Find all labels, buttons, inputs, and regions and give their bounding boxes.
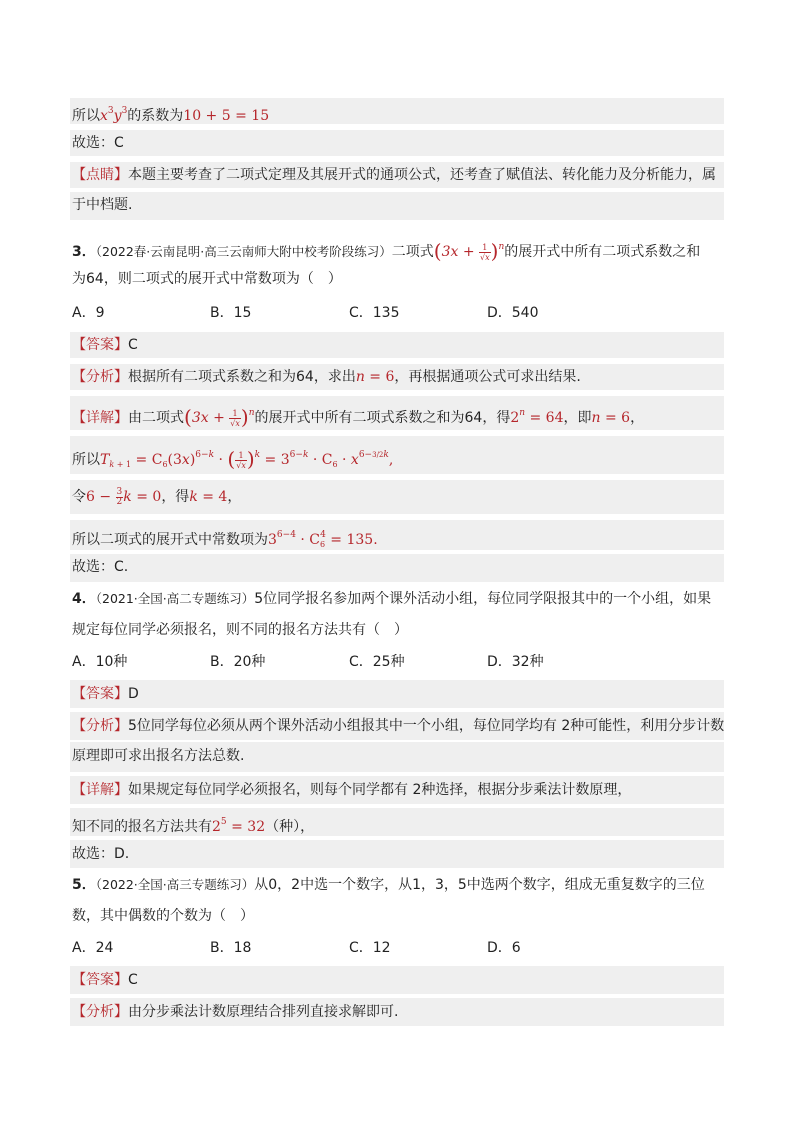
point-tag: 【点睛】 bbox=[72, 167, 128, 183]
option-c[interactable]: C．25种 bbox=[349, 654, 405, 670]
q4-stem-line-2 bbox=[70, 617, 724, 643]
option-d[interactable]: D．6 bbox=[487, 940, 521, 956]
q5-analysis bbox=[70, 998, 724, 1026]
q3-analysis bbox=[70, 364, 724, 390]
q2-coefficient-line bbox=[70, 98, 724, 124]
q3-detail-line-1 bbox=[70, 396, 724, 430]
q3-stem-line-2 bbox=[70, 266, 724, 292]
question-source: （2022春·云南昆明·高三云南师大附中校考阶段练习） bbox=[95, 244, 392, 259]
text: 由二项式 bbox=[128, 410, 184, 426]
analysis-tag: 【分析】 bbox=[72, 718, 128, 734]
answer-value: C bbox=[128, 337, 138, 353]
q4-detail-line-1 bbox=[70, 776, 724, 804]
math-n-eq-6: n = 6 bbox=[355, 369, 395, 385]
point-text: 于中档题. bbox=[72, 197, 133, 213]
option-c[interactable]: C．12 bbox=[349, 940, 391, 956]
choice-text: 故选：C bbox=[72, 135, 124, 151]
q4-stem-line-1 bbox=[70, 586, 724, 612]
text: 所以二项式的展开式中常数项为 bbox=[72, 532, 268, 548]
q3-options bbox=[70, 300, 724, 326]
question-source: （2021·全国·高二专题练习） bbox=[95, 591, 255, 606]
constant-value: 135 bbox=[346, 532, 374, 548]
math-exponent-eq: 6 − $\frac{3}{2}$ k = 0 bbox=[86, 486, 162, 507]
text: 由分步乘法计数原理结合排列直接求解即可. bbox=[128, 1004, 399, 1020]
q3-stem-line-1 bbox=[70, 234, 724, 263]
text: 数，其中偶数的个数为（ ） bbox=[72, 908, 254, 924]
q3-general-term bbox=[70, 436, 724, 474]
q3-choice bbox=[70, 554, 724, 582]
q5-options bbox=[70, 935, 724, 961]
text: ， bbox=[630, 410, 645, 426]
math-binomial: (3x + $\frac{1}{√x}$ )$^n$ bbox=[184, 405, 255, 429]
point-text: 本题主要考查了二项式定理及其展开式的通项公式，还考查了赋值法、转化能力及分析能力，属 bbox=[128, 167, 716, 183]
text: 的展开式中所有二项式系数之和为64，得 bbox=[254, 410, 511, 426]
q5-stem-line-2 bbox=[70, 903, 724, 929]
question-number: 4． bbox=[72, 591, 96, 607]
text: 5位同学每位必须从两个课外活动小组报其中一个小组，每位同学均有 2种可能性，利用分步计数 bbox=[128, 718, 725, 734]
text: 规定每位同学必须报名，则不同的报名方法共有（ ） bbox=[72, 622, 408, 638]
text: 根据所有二项式系数之和为64，求出 bbox=[128, 369, 356, 385]
option-d[interactable]: D．540 bbox=[487, 305, 539, 321]
math-k-eq-4: k = 4 bbox=[189, 489, 228, 505]
q4-analysis-line-2 bbox=[70, 742, 724, 772]
question-number: 5． bbox=[72, 877, 96, 893]
math-binomial: (3x + $\frac{1}{√x}$ )$^n$ bbox=[433, 239, 505, 263]
text: 原理即可求出报名方法总数. bbox=[72, 748, 245, 764]
text: 所以 bbox=[72, 108, 100, 124]
q4-options bbox=[70, 649, 724, 675]
choice-text: 故选：D. bbox=[72, 846, 130, 862]
q2-point-line-1 bbox=[70, 162, 724, 188]
math-2-pow-5: $2^5 = 32$ bbox=[212, 817, 266, 835]
math-general-term: $T_{k + 1} = C_6(3x)^{6-k}$ · ( $\frac{1}{√x}$ )$^k = 3^{6-k} \cdot C_6 \cdot x^{6-3/2k}$, bbox=[100, 447, 394, 471]
q2-point-line-2 bbox=[70, 192, 724, 220]
text: ，得 bbox=[161, 489, 190, 505]
text: 令 bbox=[72, 489, 86, 505]
answer-value: D bbox=[128, 686, 139, 702]
answer-tag: 【答案】 bbox=[72, 337, 128, 353]
q4-detail-line-2 bbox=[70, 808, 724, 836]
analysis-tag: 【分析】 bbox=[72, 369, 128, 385]
q5-stem-line-1 bbox=[70, 872, 724, 898]
q3-constant-term bbox=[70, 520, 724, 550]
option-a[interactable]: A．9 bbox=[72, 305, 105, 321]
q3-answer bbox=[70, 332, 724, 358]
answer-tag: 【答案】 bbox=[72, 686, 128, 702]
question-number: 3． bbox=[72, 244, 96, 260]
q4-choice bbox=[70, 840, 724, 868]
option-d[interactable]: D．32种 bbox=[487, 654, 544, 670]
math-coef-calc: 10 + 5 = 15 bbox=[183, 108, 270, 124]
text: 知不同的报名方法共有 bbox=[72, 819, 212, 835]
option-b[interactable]: B．15 bbox=[210, 305, 252, 321]
option-b[interactable]: B．20种 bbox=[210, 654, 266, 670]
detail-tag: 【详解】 bbox=[72, 782, 128, 798]
option-a[interactable]: A．24 bbox=[72, 940, 114, 956]
text: 从0，2中选一个数字，从1，3，5中选两个数字，组成无重复数字的三位 bbox=[254, 877, 705, 893]
text: ，即 bbox=[563, 410, 592, 426]
text: 二项式 bbox=[391, 244, 434, 260]
text: ， bbox=[227, 489, 242, 505]
text: 的系数为 bbox=[127, 108, 184, 124]
q4-answer bbox=[70, 680, 724, 708]
text: 的展开式中所有二项式系数之和 bbox=[504, 244, 701, 260]
math-x3y3: $x^3y^3$ bbox=[100, 106, 128, 124]
q4-analysis-line-1 bbox=[70, 712, 724, 740]
answer-value: C bbox=[128, 972, 138, 988]
q5-answer bbox=[70, 966, 724, 994]
choice-text: 故选：C. bbox=[72, 559, 129, 575]
detail-tag: 【详解】 bbox=[72, 410, 128, 426]
option-c[interactable]: C．135 bbox=[349, 305, 400, 321]
math-2n-eq-64: $2^n = 64$ bbox=[510, 408, 564, 426]
text: ，再根据通项公式可求出结果. bbox=[394, 369, 581, 385]
option-b[interactable]: B．18 bbox=[210, 940, 252, 956]
text: 如果规定每位同学必须报名，则每个同学都有 2种选择，根据分步乘法计数原理， bbox=[128, 782, 632, 798]
answer-tag: 【答案】 bbox=[72, 972, 128, 988]
analysis-tag: 【分析】 bbox=[72, 1004, 128, 1020]
text: （种）， bbox=[265, 819, 315, 835]
math-n-eq-6: n = 6 bbox=[591, 410, 631, 426]
text: 5位同学报名参加两个课外活动小组，每位同学限报其中的一个小组，如果 bbox=[254, 591, 712, 607]
q2-choice bbox=[70, 130, 724, 156]
text: 所以 bbox=[72, 452, 100, 468]
q3-let-line bbox=[70, 480, 724, 514]
math-constant-term: $3^{6-4} \cdot C_6^4 = 135$. bbox=[268, 530, 378, 549]
text: 为64，则二项式的展开式中常数项为（ ） bbox=[72, 271, 342, 287]
question-source: （2022·全国·高三专题练习） bbox=[95, 877, 255, 892]
option-a[interactable]: A．10种 bbox=[72, 654, 128, 670]
